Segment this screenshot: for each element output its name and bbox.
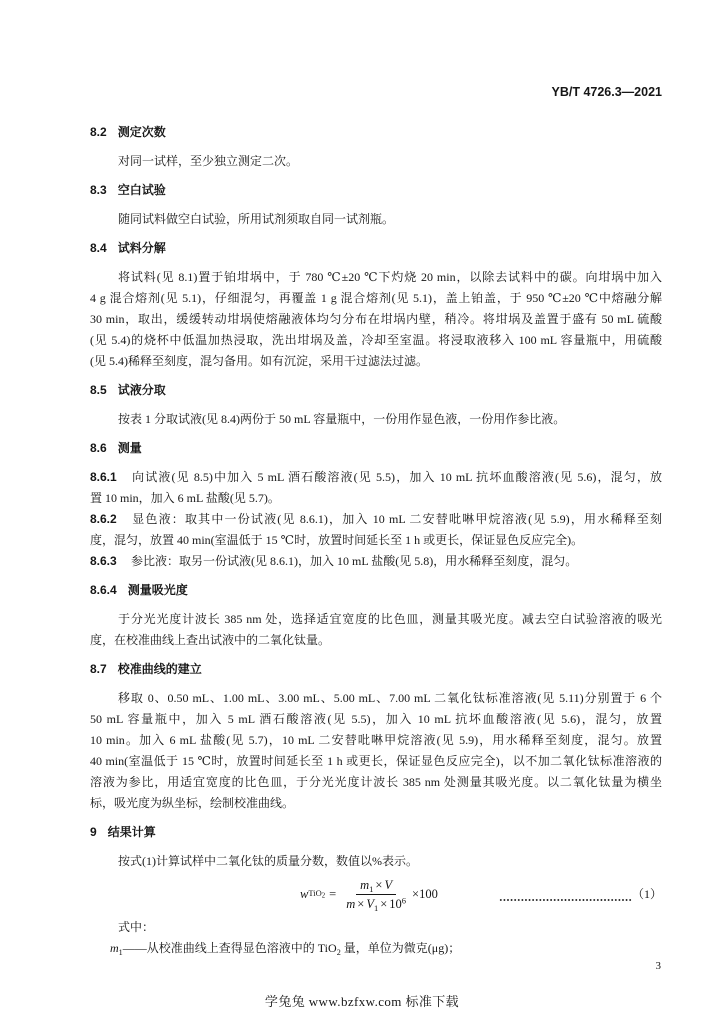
standard-code-header: YB/T 4726.3—2021 <box>551 85 662 99</box>
paragraph-line: 溶液为参比，用适宜宽度的比色皿，于分光光度计波长 385 nm 处测量其吸光度。以二氧化钛量为横坐 <box>90 775 662 789</box>
clause-heading-8-7 <box>90 659 662 680</box>
subclause-text: 向试液(见 8.5)中加入 5 mL 酒石酸溶液(见 5.5)，加入 10 mL 抗坏血酸溶液(见 5.6)，混匀，放 <box>131 470 662 484</box>
paragraph-line: 度，混匀，放置 40 min(室温低于 15 ℃时，放置时间延长至 1 h 或更长，保证显色反应完全)。 <box>90 533 584 547</box>
clause-heading-8-5 <box>90 380 662 401</box>
paragraph-line: 4 g 混合熔剂(见 5.1)，仔细混匀，再覆盖 1 g 混合熔剂(见 5.1)，盖上铂盖，于 950 ℃±20 ℃中熔融分解 <box>90 291 662 305</box>
numerator-var-v: V <box>384 878 393 892</box>
paragraph-line: 50 mL 容量瓶中，加入 5 mL 酒石酸溶液(见 5.5)，加入 10 mL 抗坏血酸溶液(见 5.6)，混匀，放置 <box>90 712 662 726</box>
paragraph-line: 40 min(室温低于 15 ℃时，放置时间延长至 1 h 或更长，保证显色反应完全)，以不加二氧化钛标准溶液的 <box>90 754 662 768</box>
paragraph-line: 按表 1 分取试液(见 8.4)两份于 50 mL 容量瓶中，一份用作显色液，一份用作参比液。 <box>118 412 566 426</box>
clause-heading-8-4 <box>90 238 662 259</box>
paragraph-line: 随同试料做空白试验，所用试剂须取自同一试剂瓶。 <box>118 212 395 226</box>
subclause-number: 8.6.1 <box>90 470 117 484</box>
clause-heading-8-6-4 <box>90 580 662 601</box>
subclause-number: 8.6.3 <box>90 554 117 568</box>
clause-title: 测量 <box>117 441 142 455</box>
definition-text: 从校准曲线上查得显色溶液中的 <box>146 941 318 955</box>
times-operator: × <box>380 897 388 911</box>
clause-number: 8.5 <box>90 383 107 397</box>
clause-title: 试料分解 <box>117 241 166 255</box>
page-number: 3 <box>655 960 661 972</box>
paragraph-line: 度，在校准曲线上查出试液中的二氧化钛量。 <box>90 633 331 647</box>
paragraph-line: (见 5.4)稀释至刻度，混匀备用。如有沉淀，采用干过滤法过滤。 <box>90 354 428 368</box>
equals-sign: = <box>329 887 337 901</box>
numerator-var-m: m <box>360 878 370 892</box>
fraction <box>343 877 409 912</box>
subclause-number: 8.6.2 <box>90 512 117 526</box>
subclause-8-6-1-line <box>90 467 662 488</box>
subclause-text: 显色液：取其中一份试液(见 8.6.1)，加入 10 mL 二安替吡啉甲烷溶液(见 5.9)，用水稀释至刻 <box>131 512 662 526</box>
formula-1 <box>90 872 662 917</box>
numerator-var-m-subscript: 1 <box>369 883 374 894</box>
paragraph-line: 移取 0、0.50 mL、1.00 mL、3.00 mL、5.00 mL、7.00 mL 二氧化钛标准溶液(见 5.11)分别置于 6 个 <box>118 691 662 705</box>
paragraph-line: 将试料(见 8.1)置于铂坩埚中，于 780 ℃±20 ℃下灼烧 20 min，以除去试料中的碳。向坩埚中加入 <box>118 270 662 284</box>
paragraph-line: 于分光光度计波长 385 nm 处，选择适宜宽度的比色皿，测量其吸光度。减去空白试验溶液的吸光 <box>118 612 662 626</box>
definition-compound: TiO <box>317 941 337 955</box>
clause-heading-8-6 <box>90 438 662 459</box>
definition-symbol: m <box>110 941 119 955</box>
clause-number: 9 <box>90 825 97 839</box>
clause-number: 8.7 <box>90 662 107 676</box>
page-content <box>90 114 662 959</box>
clause-title: 测定次数 <box>117 125 166 139</box>
factor-times-100: ×100 <box>412 887 438 901</box>
clause-heading-8-3 <box>90 180 662 201</box>
clause-title: 空白试验 <box>117 183 166 197</box>
power-base: 10 <box>389 897 402 911</box>
lhs-subscript-text: TiO <box>308 887 322 898</box>
clause-heading-9 <box>90 822 662 843</box>
paragraph-line: (见 5.4)的烧杯中低温加热浸取，洗出坩埚及盖，冷却至室温。将浸取液移入 100 mL 容量瓶中，用硫酸 <box>90 333 662 347</box>
fraction-denominator <box>343 895 409 912</box>
definition-dash: —— <box>122 941 147 955</box>
times-operator: × <box>375 878 383 892</box>
clause-number: 8.4 <box>90 241 107 255</box>
clause-number: 8.6 <box>90 441 107 455</box>
paragraph-line: 按式(1)计算试样中二氧化钛的质量分数，数值以%表示。 <box>118 854 418 868</box>
times-operator: × <box>357 897 365 911</box>
fraction-numerator <box>356 877 396 895</box>
denominator-var-v-subscript: 1 <box>373 902 379 913</box>
power-exponent: 6 <box>401 895 407 906</box>
subclause-8-6-3-line <box>90 551 662 572</box>
paragraph-line: 10 min。加入 6 mL 盐酸(见 5.7)，10 mL 二安替吡啉甲烷溶液(见 5.9)，用水稀释至刻度，混匀。放置 <box>90 733 662 747</box>
equation-number: （1） <box>631 887 662 901</box>
clause-title: 试液分取 <box>117 383 166 397</box>
dot-leader <box>499 894 632 902</box>
denominator-var-m: m <box>346 897 356 911</box>
lhs-subscript <box>308 887 326 900</box>
clause-heading-8-2 <box>90 122 662 143</box>
paragraph-line: 置 10 min，加入 6 mL 盐酸(见 5.7)。 <box>90 491 280 505</box>
definition-compound-subscript: 2 <box>336 947 341 957</box>
clause-number: 8.6.4 <box>90 583 117 597</box>
denominator-var-v: V <box>366 897 374 911</box>
equation <box>300 872 438 917</box>
lhs-subscript-index: 2 <box>321 892 326 900</box>
clause-number: 8.3 <box>90 183 107 197</box>
clause-title: 测量吸光度 <box>127 583 188 597</box>
paragraph-line: 对同一试样，至少独立测定二次。 <box>118 154 299 168</box>
paragraph-line: 标，吸光度为纵坐标，绘制校准曲线。 <box>90 796 295 810</box>
variable-definition-m1 <box>90 938 662 959</box>
subclause-text: 参比液：取另一份试液(见 8.6.1)，加入 10 mL 盐酸(见 5.8)，用水稀释至刻度，混匀。 <box>131 554 578 568</box>
lhs-symbol: w <box>300 887 309 901</box>
where-label: 式中： <box>118 920 155 934</box>
clause-title: 校准曲线的建立 <box>117 662 202 676</box>
paragraph-line: 30 min，取出，缓缓转动坩埚使熔融液体均匀分布在坩埚内壁，稍冷。将坩埚及盖置于盛有 50 mL 硫酸 <box>90 312 662 326</box>
equation-number-group <box>499 872 662 917</box>
clause-number: 8.2 <box>90 125 107 139</box>
definition-text-end: 量，单位为微克(μg)； <box>340 941 461 955</box>
clause-title: 结果计算 <box>107 825 156 839</box>
definition-symbol-subscript: 1 <box>118 947 123 957</box>
subclause-8-6-2-line <box>90 509 662 530</box>
footer-watermark-text: 学兔兔 www.bzfxw.com 标准下载 <box>264 994 460 1009</box>
